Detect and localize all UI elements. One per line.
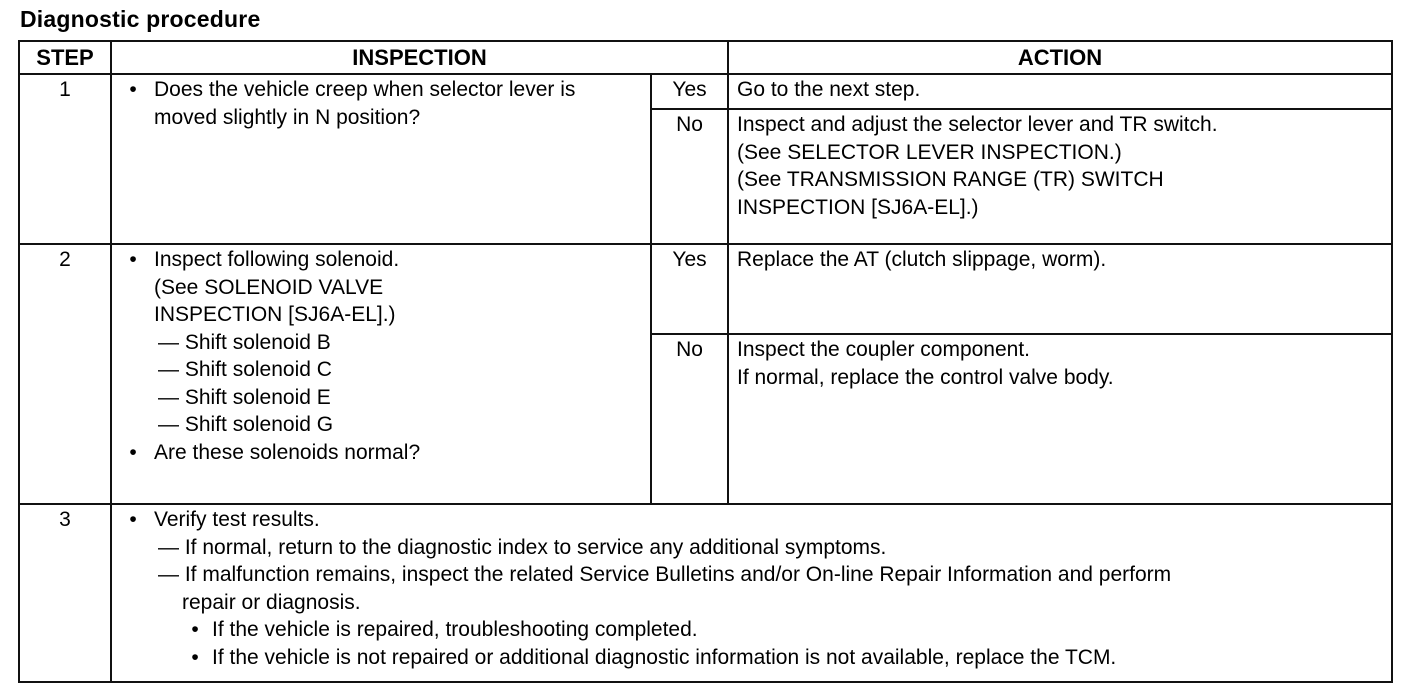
sub-bullet-item [112, 644, 1383, 672]
action-line: Go to the next step. [737, 78, 921, 101]
result-item: — If malfunction remains, inspect the related Service Bulletins and/or On-line Repair Information and perform [158, 563, 1172, 586]
bullet-icon: • [191, 618, 199, 641]
bullet-icon: • [129, 440, 137, 464]
no-label: No [651, 334, 728, 504]
step-number: 3 [19, 504, 111, 682]
inspection-line: moved slightly in N position? [154, 105, 421, 129]
bullet-icon: • [129, 78, 137, 101]
action-yes [728, 244, 1392, 334]
step-3-row [19, 504, 1392, 682]
sub-bullet-text: If the vehicle is repaired, troubleshooting completed. [212, 618, 698, 641]
inspection-bullet-item [112, 506, 1383, 534]
solenoid-item: — Shift solenoid G [158, 413, 334, 436]
action-line: (See TRANSMISSION RANGE (TR) SWITCH [737, 168, 1164, 191]
header-action: ACTION [728, 41, 1392, 74]
inspection-line: Inspect following solenoid. [154, 248, 400, 271]
sub-bullet-item [112, 616, 1383, 644]
step-1-yes-row [19, 74, 1392, 109]
action-yes [728, 74, 1392, 109]
step-number: 1 [19, 74, 111, 244]
action-line: Inspect and adjust the selector lever and TR switch. [737, 113, 1218, 136]
bullet-icon: • [129, 248, 137, 271]
sub-bullet-text: If the vehicle is not repaired or additional diagnostic information is not available, replace the TCM. [212, 645, 1117, 669]
solenoid-item: — Shift solenoid E [158, 385, 331, 409]
bullet-icon: • [191, 645, 199, 669]
result-item-continued: repair or diagnosis. [182, 590, 361, 614]
diagnostic-table [18, 40, 1393, 683]
step-2-yes-row [19, 244, 1392, 334]
bullet-icon: • [129, 508, 137, 531]
action-line: (See SELECTOR LEVER INSPECTION.) [737, 140, 1122, 164]
action-line: INSPECTION [SJ6A-EL].) [737, 195, 979, 219]
inspection-bullet-item [112, 439, 642, 467]
inspection-cell [111, 244, 651, 504]
header-inspection: INSPECTION [111, 41, 728, 74]
yes-label: Yes [651, 244, 728, 334]
inspection-line: INSPECTION [SJ6A-EL].) [154, 303, 396, 326]
inspection-bullet-item [112, 246, 642, 329]
inspection-line: Are these solenoids normal? [154, 440, 421, 464]
solenoid-item: — Shift solenoid B [158, 330, 331, 354]
inspection-line: Verify test results. [154, 508, 320, 531]
solenoid-item: — Shift solenoid C [158, 358, 332, 381]
action-line: Replace the AT (clutch slippage, worm). [737, 248, 1107, 271]
no-label: No [651, 109, 728, 244]
page-title: Diagnostic procedure [20, 6, 261, 32]
action-no [728, 334, 1392, 504]
inspection-line: (See SOLENOID VALVE [154, 275, 384, 299]
inspection-cell [111, 504, 1392, 682]
inspection-cell [111, 74, 651, 244]
action-line: Inspect the coupler component. [737, 338, 1031, 361]
action-line: If normal, replace the control valve body. [737, 365, 1114, 389]
step-number: 2 [19, 244, 111, 504]
yes-label: Yes [651, 74, 728, 109]
result-item: — If normal, return to the diagnostic index to service any additional symptoms. [158, 535, 887, 559]
inspection-bullet-item [112, 76, 642, 131]
inspection-line: Does the vehicle creep when selector lever is [154, 78, 576, 101]
action-no [728, 109, 1392, 244]
header-row [19, 41, 1392, 74]
header-step: STEP [19, 41, 111, 74]
